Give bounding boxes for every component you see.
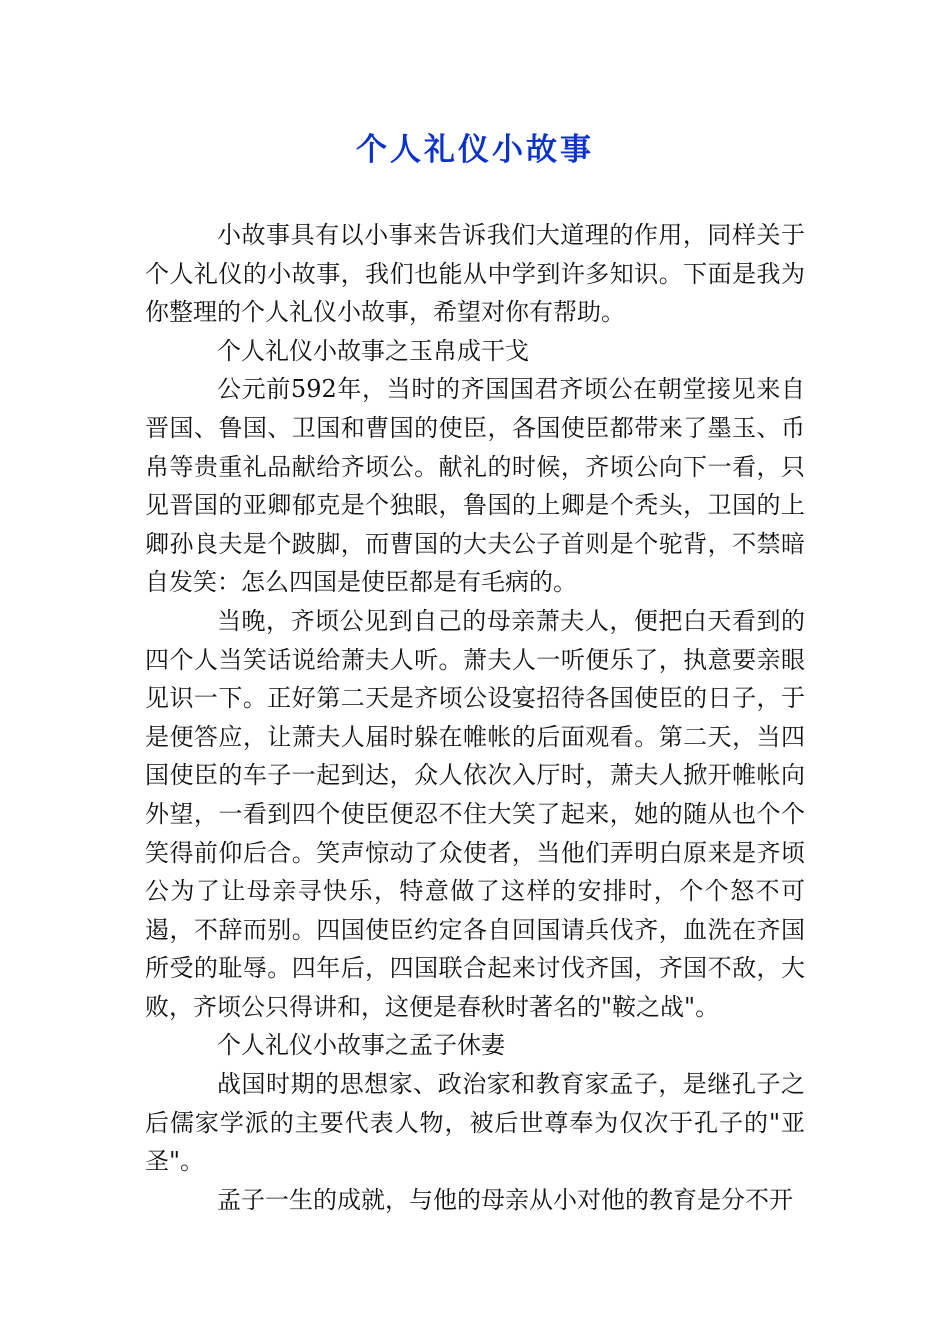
story-paragraph: 公元前592年，当时的齐国国君齐顷公在朝堂接见来自晋国、鲁国、卫国和曹国的使臣，各国使臣都带来了墨玉、币帛等贵重礼品献给齐顷公。献礼的时候，齐顷公向下一看，只见晋国的亚卿郁克是个独眼，鲁国的上卿是个秃头，卫国的上卿孙良夫是个跛脚，而曹国的大夫公子首则是个驼背，不禁暗自发笑：怎么四国是使臣都是有毛病的。	[145, 375, 805, 597]
document-title: 个人礼仪小故事	[356, 132, 594, 168]
section-heading-yubo: 个人礼仪小故事之玉帛成干戈	[217, 336, 529, 365]
document-body	[145, 216, 805, 1219]
section-heading-mengzi: 个人礼仪小故事之孟子休妻	[217, 1031, 505, 1060]
intro-paragraph: 小故事具有以小事来告诉我们大道理的作用，同样关于个人礼仪的小故事，我们也能从中学到许多知识。下面是我为你整理的个人礼仪小故事，希望对你有帮助。	[145, 221, 805, 327]
story-paragraph: 孟子一生的成就，与他的母亲从小对他的教育是分不开	[217, 1185, 793, 1214]
story-paragraph: 当晚，齐顷公见到自己的母亲萧夫人，便把白天看到的四个人当笑话说给萧夫人听。萧夫人一听便乐了，执意要亲眼见识一下。正好第二天是齐顷公设宴招待各国使臣的日子，于是便答应，让萧夫人届时躲在帷帐的后面观看。第二天，当四国使臣的车子一起到达，众人依次入厅时，萧夫人掀开帷帐向外望，一看到四个使臣便忍不住大笑了起来，她的随从也个个笑得前仰后合。笑声惊动了众使者，当他们弄明白原来是齐顷公为了让母亲寻快乐，特意做了这样的安排时，个个怒不可遏，不辞而别。四国使臣约定各自回国请兵伐齐，血洗在齐国所受的耻辱。四年后，四国联合起来讨伐齐国，齐国不敌，大败，齐顷公只得讲和，这便是春秋时著名的"鞍之战"。	[145, 606, 805, 1021]
story-paragraph: 战国时期的思想家、政治家和教育家孟子，是继孔子之后儒家学派的主要代表人物，被后世尊奉为仅次于孔子的"亚圣"。	[145, 1070, 805, 1176]
